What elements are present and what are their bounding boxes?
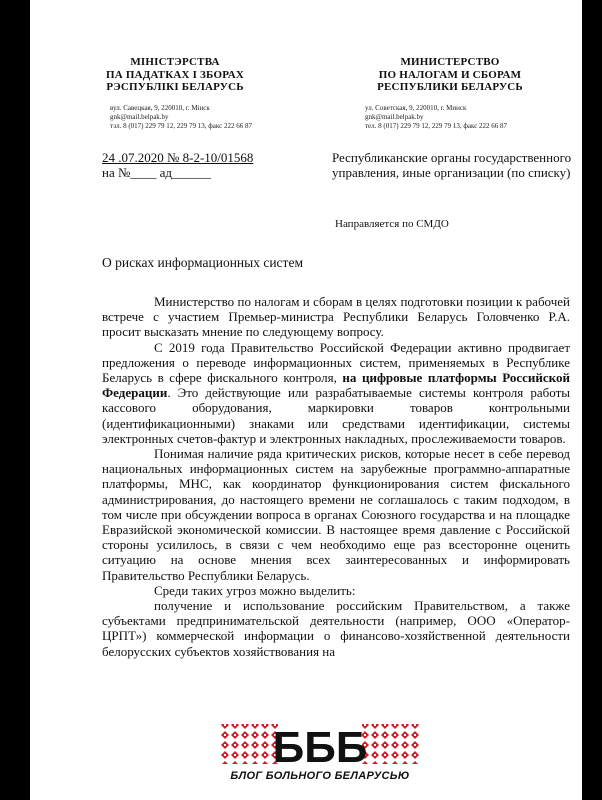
address-russian xyxy=(365,104,565,131)
paragraph xyxy=(102,340,570,446)
ministry-header-russian xyxy=(360,56,540,94)
logo-caption: БЛОГ БОЛЬНОГО БЕЛАРУСЬЮ xyxy=(230,770,410,782)
paragraph: получение и использование российским Правительством, а также субъектами предпринимательской деятельности (например, ООО «Оператор-ЦРПТ») коммерческой информации о финансово-хозяйственной деятельности белорусских субъектов хозяйствования на xyxy=(102,598,570,659)
paragraph: Понимая наличие ряда критических рисков, которые несет в себе перевод национальных информационных систем на зарубежные программно-аппаратные платформы, МНС, как координатор функционирования систем фискального администрирования, до настоящего времени не соглашалось с таким подходом, в том числе при обсуждении вопроса в органах Союзного государства и на площадке Евразийской экономической комиссии. В настоящее время давление с Российской стороны усилилось, в связи с чем необходимо еще раз всесторонне оценить ситуацию на основе мнения всех заинтересованных и информировать Правительство Республики Беларусь. xyxy=(102,446,570,583)
logo-letters: БББ xyxy=(272,723,368,768)
ministry-header-belarusian xyxy=(100,56,250,94)
paragraph-text: С 2019 года Правительство Российской Федерации активно продвигает предложения о переводе информационных систем, применяемых в Республике Беларусь в сфере фискального контроля, xyxy=(102,339,570,386)
phone-line: тэл. 8 (017) 229 79 12, 229 79 13, факс 222 66 87 xyxy=(110,122,252,130)
email-line: gnk@mail.belpak.by xyxy=(110,113,169,121)
paragraph: Министерство по налогам и сборам в целях подготовки позиции к рабочей встрече с участием Премьер-министра Республики Беларусь Головченко Р.А. просит высказать мнение по следующему вопросу. xyxy=(102,294,570,340)
emphasis: на цифровые платформы Российской Федерации xyxy=(102,370,570,401)
ornament-logo-icon xyxy=(220,720,420,768)
header-line: ПО НАЛОГАМ И СБОРАМ xyxy=(378,68,522,81)
header-line: МИНИСТЕРСТВО xyxy=(400,56,500,68)
registration-block xyxy=(102,150,253,180)
header-line: РЭСПУБЛІКІ БЕЛАРУСЬ xyxy=(106,81,244,93)
addressee: Республиканские органы государственного управления, иные организации (по списку) xyxy=(332,150,572,180)
blog-watermark xyxy=(220,720,420,790)
address-belarusian xyxy=(110,104,290,131)
header-line: МІНІСТЭРСТВА xyxy=(130,56,220,68)
date-number: 24 .07.2020 № 8-2-10/01568 xyxy=(102,150,254,165)
address-line: ул. Советская, 9, 220010, г. Минск xyxy=(365,104,467,112)
email-line: gnk@mail.belpak.by xyxy=(365,113,424,121)
header-line: РЕСПУБЛИКИ БЕЛАРУСЬ xyxy=(377,81,523,93)
paragraph: Среди таких угроз можно выделить: xyxy=(154,582,356,598)
sent-via: Направляется по СМДО xyxy=(335,218,449,230)
paragraph-text: . Это действующие или разрабатываемые системы контроля работы кассового оборудования, маркировки товаров контрольными (идентификационными) знаками или средствами идентификации, системы электронных счетов-фактур и электронных накладных, прослеживаемости товаров. xyxy=(102,385,570,446)
phone-line: тел. 8 (017) 229 79 12, 229 79 13, факс 222 66 87 xyxy=(365,122,508,130)
header-line: ПА ПАДАТКАХ І ЗБОРАХ xyxy=(105,68,245,81)
address-line: вул. Савецкая, 9, 220010, г. Мінск xyxy=(110,104,210,112)
reply-line: на №____ ад______ xyxy=(102,165,212,180)
letter-body xyxy=(102,294,570,659)
document-page xyxy=(30,0,582,800)
subject-line: О рисках информационных систем xyxy=(102,255,303,270)
